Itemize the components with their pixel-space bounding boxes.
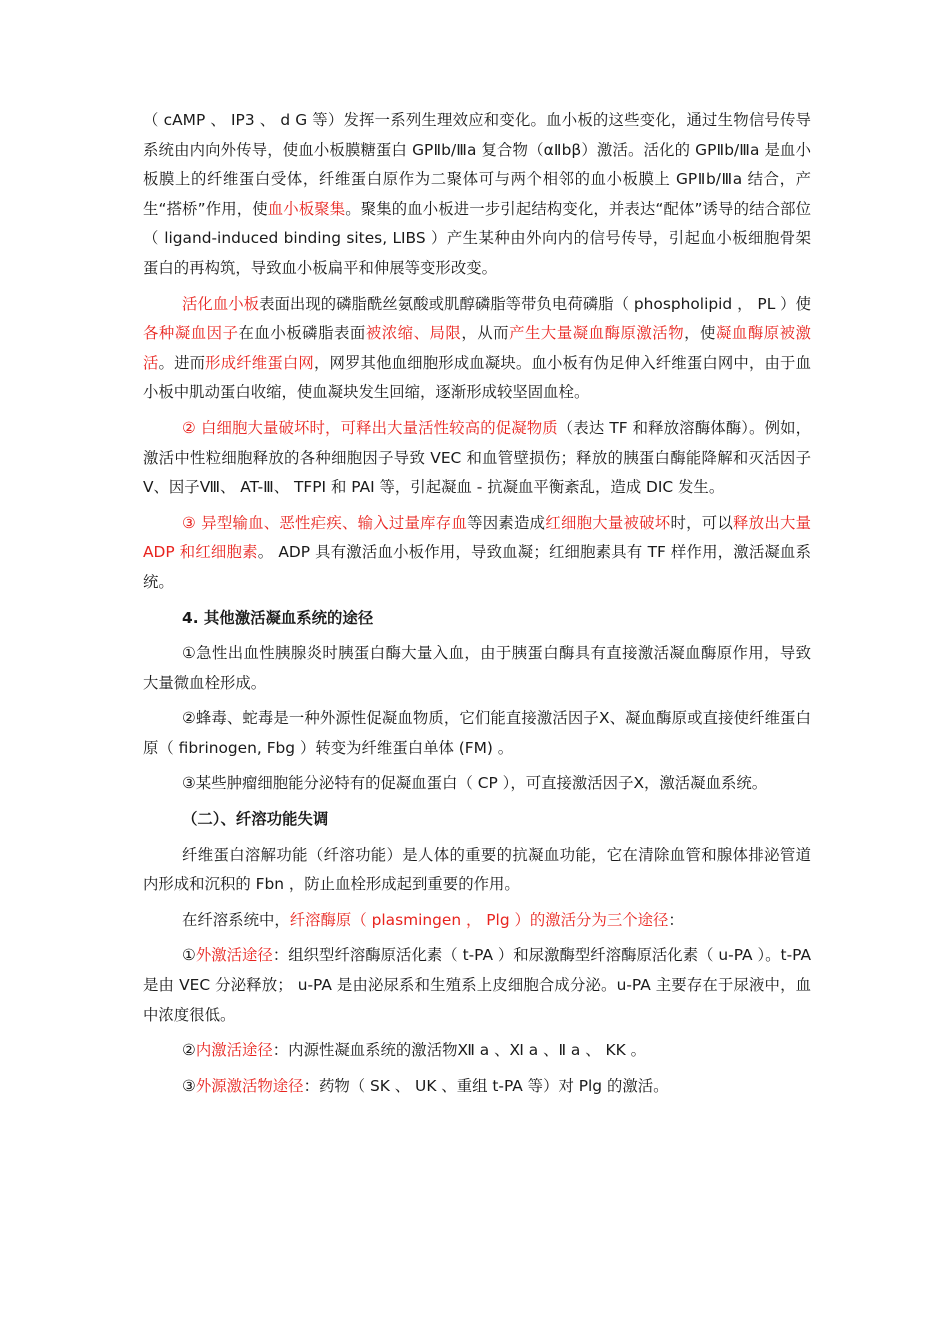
text-run: 在纤溶系统中， [182,910,290,929]
body-paragraph [143,106,811,284]
highlighted-text: 各种凝血因子 [143,324,239,343]
text-run: ，使 [684,324,716,343]
text-run: （表达 TF 和释放溶酶体酶）。例如，激活中性粒细胞释放的各种细胞因子导致 VEC 和血管壁损伤；释放的胰蛋白酶能降解和灭活因子Ⅴ、因子Ⅷ、 AT-Ⅲ、 TFPI 和 PAI 等，引起凝血 - 抗凝血平衡紊乱，造成 DIC 发生。 [143,418,811,497]
section-heading [143,604,811,634]
body-paragraph [143,1072,811,1102]
text-run: ② [182,1041,196,1060]
text-run: ① [182,946,196,965]
highlighted-text: 纤溶酶原（ plasmingen ， Plg ）的激活分为三个途径 [289,910,669,929]
body-paragraph [143,704,811,763]
highlighted-text: ② 白细胞大量破坏时，可释出大量活性较高的促凝物质 [182,418,558,437]
body-paragraph [143,509,811,598]
text-run: ： [668,910,684,929]
text-run: 纤维蛋白溶解功能（纤溶功能）是人体的重要的抗凝血功能，它在清除血管和腺体排泌管道内形成和沉积的 Fbn ，防止血栓形成起到重要的作用。 [143,845,811,894]
text-run: ：组织型纤溶酶原活化素（ t-PA ）和尿激酶型纤溶酶原活化素（ u-PA ）。t-PA 是由 VEC 分泌释放； u-PA 是由泌尿系和生殖系上皮细胞合成分泌。u-PA 主要存在于尿液中，血中浓度很低。 [143,946,811,1024]
highlighted-text: 形成纤维蛋白网 [205,353,314,372]
highlighted-text: 红细胞大量被破坏 [545,513,671,532]
text-run: ：内源性凝血系统的激活物Ⅻ a 、Ⅺ a 、Ⅱ a 、 KK 。 [272,1041,646,1060]
highlighted-text: 血小板聚集 [267,199,346,218]
body-paragraph [143,1036,811,1066]
text-run: ：药物（ SK 、 UK 、重组 t-PA 等）对 Plg 的激活。 [303,1076,669,1095]
text-run: 。进而 [158,353,206,372]
text-run: ，从而 [461,324,510,343]
body-paragraph [143,941,811,1030]
body-paragraph [143,906,811,936]
highlighted-text: 释放出大量 ADP 和红细胞素 [143,513,811,562]
text-run: ，网罗其他血细胞形成血凝块。血小板有伪足伸入纤维蛋白网中，由于血小板中肌动蛋白收缩，使血凝块发生回缩，逐渐形成较坚固血栓。 [143,353,811,402]
body-paragraph [143,290,811,408]
highlighted-text: 活化血小板 [182,294,260,313]
document-page [143,106,811,1107]
highlighted-text: 被浓缩、局限 [365,324,462,343]
text-run: 。聚集的血小板进一步引起结构变化，并表达“配体”诱导的结合部位（ ligand-induced binding sites, LIBS ）产生某种由外向内的信号传导，引起血小板细胞骨架蛋白的再构筑，导致血小板扁平和伸展等变形改变。 [143,199,811,277]
highlighted-text: 内激活途径 [195,1041,273,1060]
highlighted-text: 产生大量凝血酶原激活物 [509,324,685,343]
body-paragraph [143,769,811,799]
text-run: （二）、纤溶功能失调 [182,810,329,829]
text-run: 时，可以 [670,513,734,532]
text-run: ③ [182,1076,196,1095]
highlighted-text: 凝血酶原被激活 [143,324,811,372]
text-run: 在血小板磷脂表面 [238,324,366,343]
text-run: ②蜂毒、蛇毒是一种外源性促凝血物质，它们能直接激活因子Ⅹ、凝血酶原或直接使纤维蛋白原（ fibrinogen, Fbg ）转变为纤维蛋白单体 (FM) 。 [143,709,811,757]
text-run: 。 ADP 具有激活血小板作用，导致血凝；红细胞素具有 TF 样作用，激活凝血系统。 [143,543,812,591]
highlighted-text: 外源激活物途径 [195,1076,304,1095]
text-run: 4. 其他激活凝血系统的途径 [182,608,374,627]
body-paragraph [143,639,811,698]
highlighted-text: ③ 异型输血、恶性疟疾、输入过量库存血 [182,513,468,532]
text-run: 表面出现的磷脂酰丝氨酸或肌醇磷脂等带负电荷磷脂（ phospholipid ， PL ）使 [259,294,811,313]
text-run: ③某些肿瘤细胞能分泌特有的促凝血蛋白（ CP ），可直接激活因子Ⅹ，激活凝血系统。 [182,774,768,793]
text-run: ①急性出血性胰腺炎时胰蛋白酶大量入血，由于胰蛋白酶具有直接激活凝血酶原作用，导致大量微血栓形成。 [143,644,811,692]
body-paragraph [143,841,811,900]
body-paragraph [143,414,811,503]
text-run: （ cAMP 、 IP3 、 d G 等）发挥一系列生理效应和变化。血小板的这些变化，通过生物信号传导系统由内向外传导，使血小板膜糖蛋白 GPⅡb/Ⅲa 复合物（αⅡbβ）激活。活化的 GPⅡb/Ⅲa 是血小板膜上的纤维蛋白受体，纤维蛋白原作为二聚体可与两个相邻的血小板膜上 GPⅡb/Ⅲa 结合，产生“搭桥”作用，使 [143,111,811,218]
section-heading [143,805,811,835]
highlighted-text: 外激活途径 [195,946,273,965]
text-run: 等因素造成 [467,513,546,532]
